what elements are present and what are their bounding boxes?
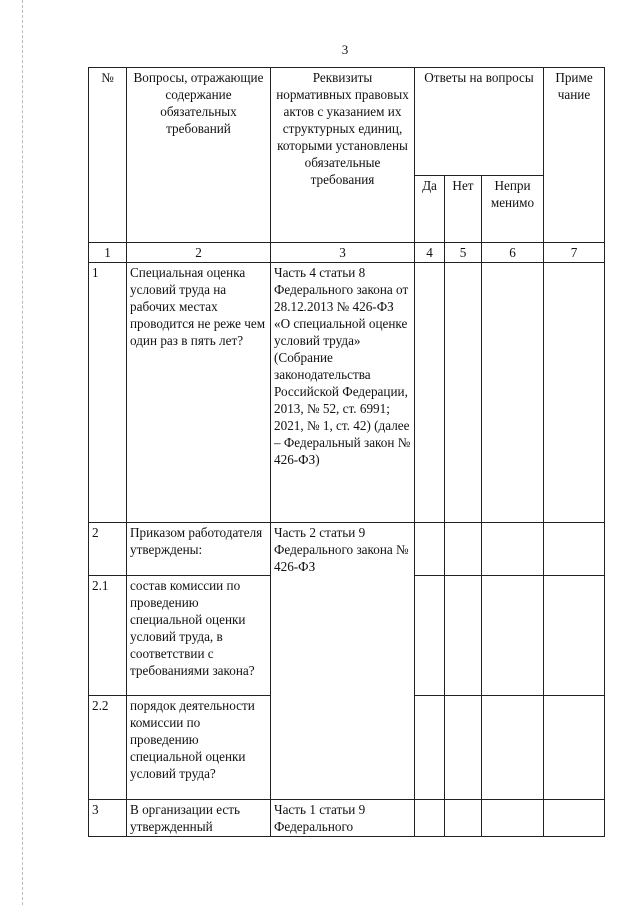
row-requisites: Часть 4 статьи 8 Федерального закона от 28.12.2013 № 426-ФЗ «О специальной оценке условий труда» (Собрание законодательства Российской Федерации, 2013, № 52, ст. 6991; 2021, № 1, ст. 42) (далее – Федеральный закон № 426-ФЗ) bbox=[271, 263, 415, 523]
row-question: В организации есть утвержденный bbox=[127, 800, 271, 837]
header-note: Приме чание bbox=[544, 68, 605, 243]
note-cell[interactable] bbox=[544, 523, 605, 576]
checklist-table bbox=[88, 67, 605, 837]
answer-yes-cell[interactable] bbox=[415, 696, 445, 800]
header-yes: Да bbox=[415, 176, 445, 243]
header-requisites: Реквизиты нормативных правовых актов с указанием их структурных единиц, которыми установлены обязательные требования bbox=[271, 68, 415, 243]
note-cell[interactable] bbox=[544, 696, 605, 800]
column-number: 6 bbox=[482, 243, 544, 263]
header-na: Непри менимо bbox=[482, 176, 544, 243]
answer-yes-cell[interactable] bbox=[415, 263, 445, 523]
row-requisites: Часть 2 статьи 9 Федерального закона № 426-ФЗ bbox=[271, 523, 415, 800]
answer-yes-cell[interactable] bbox=[415, 576, 445, 696]
answer-yes-cell[interactable] bbox=[415, 523, 445, 576]
answer-no-cell[interactable] bbox=[445, 696, 482, 800]
column-number: 7 bbox=[544, 243, 605, 263]
header-answers: Ответы на вопросы bbox=[415, 68, 544, 176]
note-cell[interactable] bbox=[544, 800, 605, 837]
column-number: 5 bbox=[445, 243, 482, 263]
header-no: Нет bbox=[445, 176, 482, 243]
row-requisites: Часть 1 статьи 9 Федерального bbox=[271, 800, 415, 837]
row-question: состав комиссии по проведению специальной оценки условий труда, в соответствии с требованиями закона? bbox=[127, 576, 271, 696]
page-number: 3 bbox=[341, 42, 349, 57]
answer-na-cell[interactable] bbox=[482, 696, 544, 800]
note-cell[interactable] bbox=[544, 263, 605, 523]
answer-na-cell[interactable] bbox=[482, 523, 544, 576]
margin-line bbox=[22, 0, 23, 905]
row-question: Приказом работодателя утверждены: bbox=[127, 523, 271, 576]
row-num: 2.2 bbox=[89, 696, 127, 800]
table-row bbox=[89, 523, 605, 576]
answer-na-cell[interactable] bbox=[482, 576, 544, 696]
table-row bbox=[89, 263, 605, 523]
answer-yes-cell[interactable] bbox=[415, 800, 445, 837]
answer-no-cell[interactable] bbox=[445, 576, 482, 696]
row-question: Специальная оценка условий труда на рабочих местах проводится не реже чем один раз в пять лет? bbox=[127, 263, 271, 523]
row-num: 1 bbox=[89, 263, 127, 523]
row-num: 3 bbox=[89, 800, 127, 837]
header-num: № bbox=[89, 68, 127, 243]
table-row bbox=[89, 800, 605, 837]
answer-no-cell[interactable] bbox=[445, 523, 482, 576]
column-number: 2 bbox=[127, 243, 271, 263]
column-number: 3 bbox=[271, 243, 415, 263]
note-cell[interactable] bbox=[544, 576, 605, 696]
answer-no-cell[interactable] bbox=[445, 800, 482, 837]
answer-no-cell[interactable] bbox=[445, 263, 482, 523]
row-question: порядок деятельности комиссии по проведению специальной оценки условий труда? bbox=[127, 696, 271, 800]
answer-na-cell[interactable] bbox=[482, 800, 544, 837]
column-number: 1 bbox=[89, 243, 127, 263]
row-num: 2 bbox=[89, 523, 127, 576]
answer-na-cell[interactable] bbox=[482, 263, 544, 523]
row-num: 2.1 bbox=[89, 576, 127, 696]
header-questions: Вопросы, отражающие содержание обязательных требований bbox=[127, 68, 271, 243]
column-number: 4 bbox=[415, 243, 445, 263]
